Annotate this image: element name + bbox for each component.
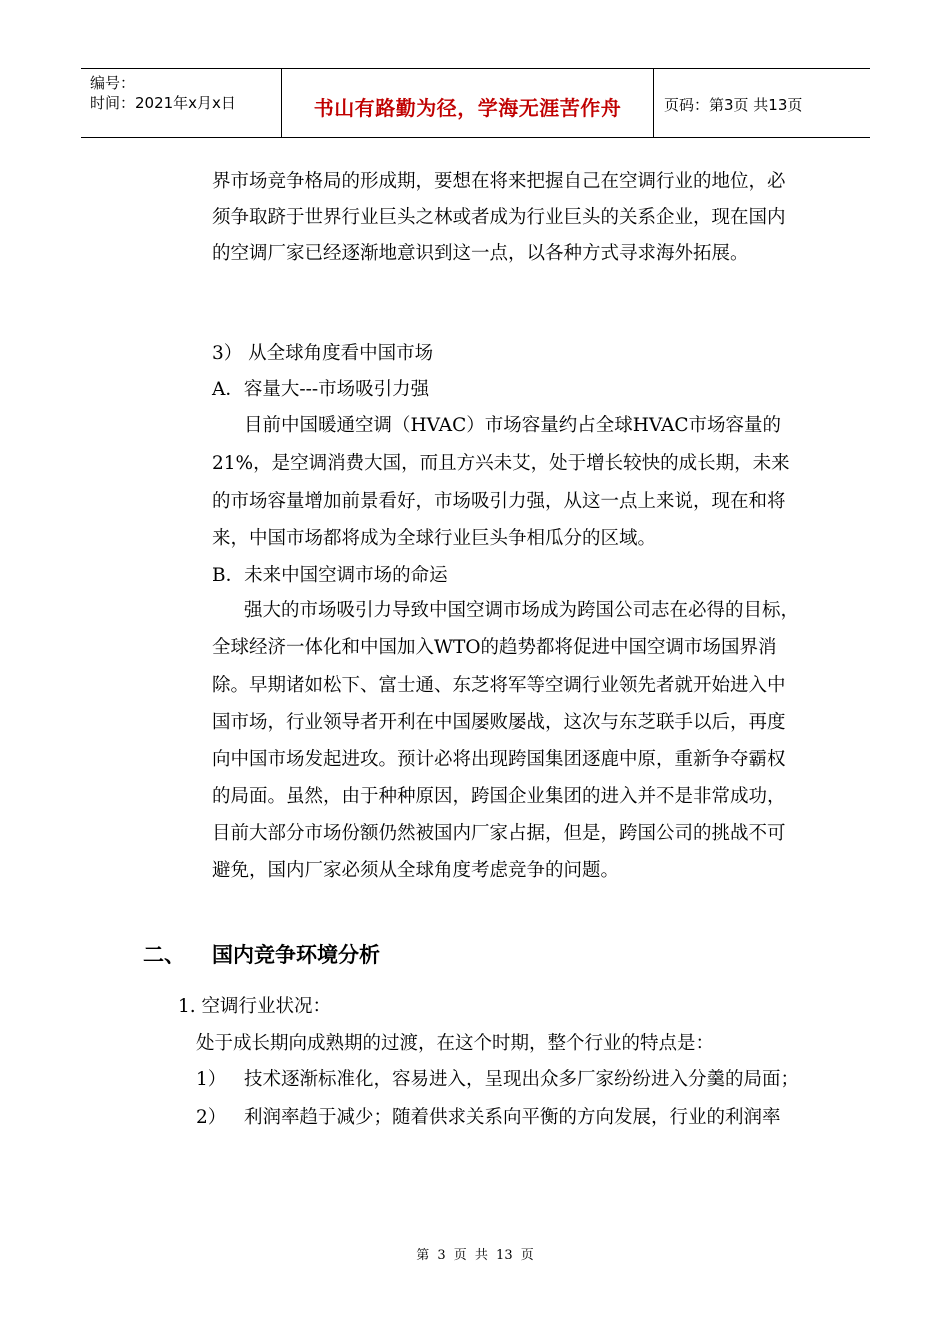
intro-line: 界市场竞争格局的形成期，要想在将来把握自己在空调行业的地位，必 (212, 171, 786, 192)
itemA-line: 目前中国暖通空调（HVAC）市场容量约占全球HVAC市场容量的 (244, 415, 782, 436)
itemA-line: 来，中国市场都将成为全球行业巨头争相瓜分的区域。 (212, 528, 657, 549)
point-number: 1） (196, 1069, 227, 1090)
itemB-line: 向中国市场发起进攻。预计必将出现跨国集团逐鹿中原，重新争夺霸权 (212, 749, 786, 770)
intro-line: 须争取跻于世界行业巨头之林或者成为行业巨头的关系企业，现在国内 (212, 207, 786, 228)
point-text: 技术逐渐标准化，容易进入，呈现出众多厂家纷纷进入分羹的局面； (244, 1069, 800, 1090)
date-label: 时间：2021年x月x日 (90, 94, 236, 112)
sub1-intro: 处于成长期向成熟期的过渡，在这个时期，整个行业的特点是： (196, 1033, 715, 1054)
itemB-line: 国市场，行业领导者开利在中国屡败屡战，这次与东芝联手以后，再度 (212, 712, 786, 733)
header-page-cell (654, 69, 870, 137)
itemB-line: 避免，国内厂家必须从全球角度考虑竞争的问题。 (212, 860, 620, 881)
section3-title: 3） 从全球角度看中国市场 (212, 343, 434, 364)
chapter-title: 国内竞争环境分析 (212, 943, 380, 967)
point-number: 2） (196, 1107, 227, 1128)
number-label: 编号： (90, 74, 136, 92)
itemB-line: 除。早期诸如松下、富士通、东芝将军等空调行业领先者就开始进入中 (212, 675, 786, 696)
chapter-number: 二、 (143, 943, 185, 967)
page-header (81, 68, 870, 138)
sub1-title: 1. 空调行业状况： (178, 996, 332, 1017)
page-info: 页码：第3页 共13页 (664, 96, 803, 114)
itemA-title: A．容量大---市场吸引力强 (212, 379, 430, 400)
page-footer: 第 3 页 共 13 页 (416, 1248, 534, 1263)
itemB-line: 强大的市场吸引力导致中国空调市场成为跨国公司志在必得的目标， (244, 600, 800, 621)
header-motto-cell (282, 69, 654, 137)
itemB-line: 的局面。虽然，由于种种原因，跨国企业集团的进入并不是非常成功， (212, 786, 786, 807)
point-text: 利润率趋于减少；随着供求关系向平衡的方向发展，行业的利润率 (244, 1107, 781, 1128)
itemB-line: 全球经济一体化和中国加入WTO的趋势都将促进中国空调市场国界消 (212, 637, 777, 658)
itemB-title: B．未来中国空调市场的命运 (212, 565, 448, 586)
itemB-line: 目前大部分市场份额仍然被国内厂家占据，但是，跨国公司的挑战不可 (212, 823, 786, 844)
header-meta-cell (81, 69, 282, 137)
itemA-line: 的市场容量增加前景看好，市场吸引力强，从这一点上来说，现在和将 (212, 491, 786, 512)
intro-line: 的空调厂家已经逐渐地意识到这一点，以各种方式寻求海外拓展。 (212, 243, 749, 264)
itemA-line: 21%，是空调消费大国，而且方兴未艾，处于增长较快的成长期，未来 (212, 453, 790, 474)
motto: 书山有路勤为径，学海无涯苦作舟 (313, 96, 622, 120)
